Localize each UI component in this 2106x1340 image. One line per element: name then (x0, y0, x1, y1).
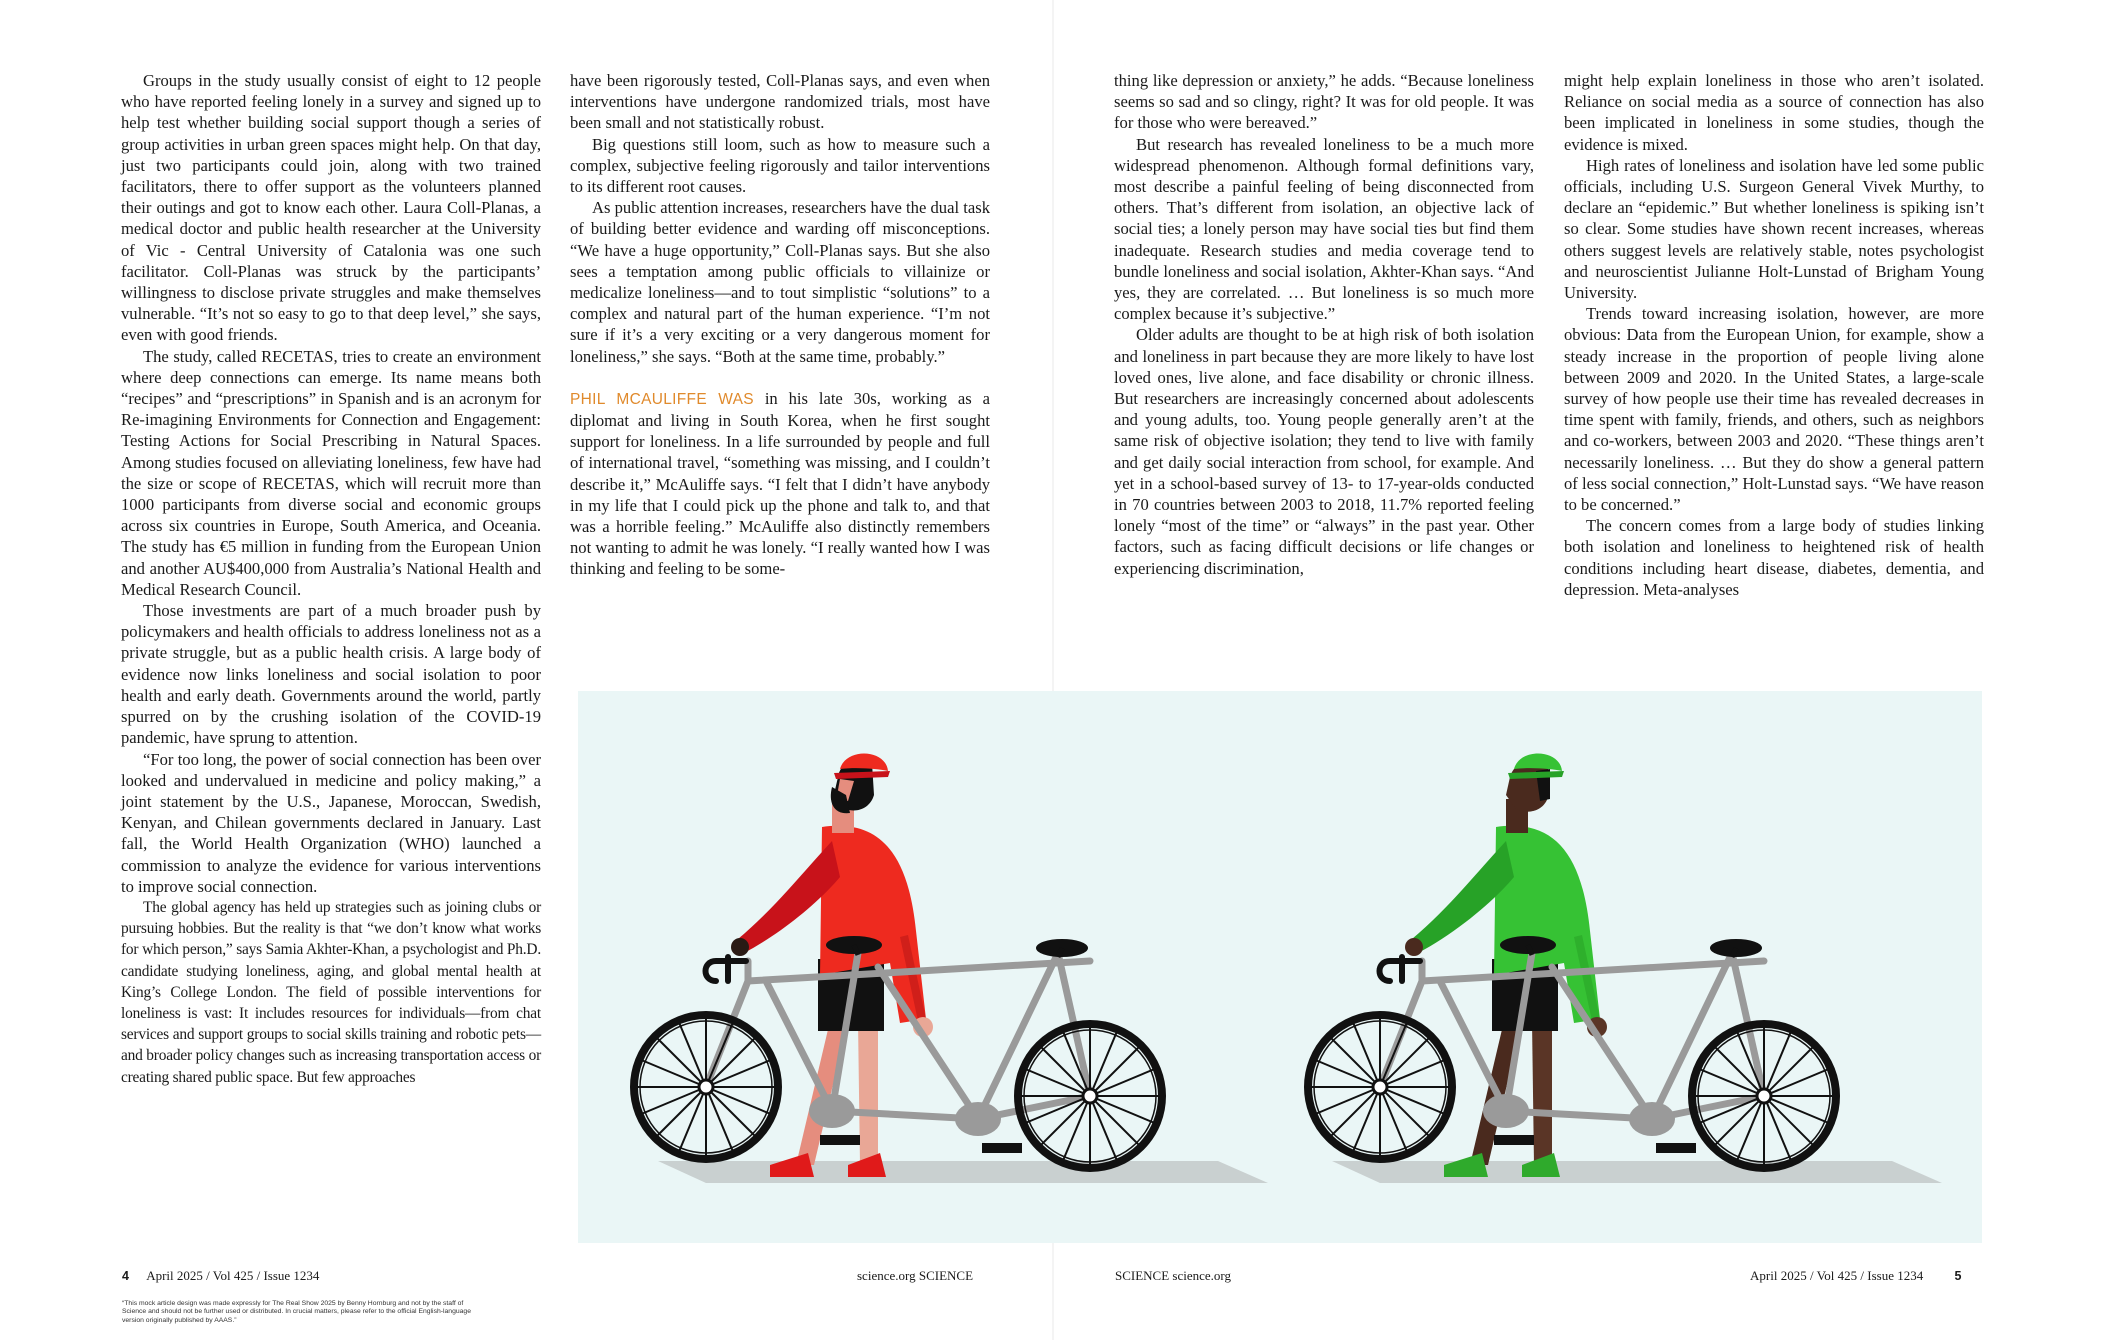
paragraph: Big questions still loom, such as how to measure such a complex, subjective feeling rigorously and tailor interventions to its different root causes. (570, 134, 990, 197)
illustration-svg (578, 691, 1982, 1243)
chainring-front (809, 1094, 855, 1128)
tandem-bicycle-illustration (578, 691, 1982, 1243)
paragraph: Trends toward increasing isolation, however, are more obvious: Data from the European Union, for example, show a steady increase in the proportion of people living alone between 2009 and 2020. In the United States, a large-scale survey of how people use their time has revealed decreases in time spent with family, friends, and others, such as neighbors and co-workers, between 2003 and 2020. “These things aren’t necessarily loneliness. … But they do show a general pattern of less social connection,” Holt-Lunstad says. “We have reason to be concerned.” (1564, 304, 1984, 515)
page-number-left: 4 (122, 1269, 129, 1283)
paragraph: High rates of loneliness and isolation have led some public officials, including U.S. Surgeon General Vivek Murthy, to declare an “epidemic.” But whether loneliness is spiking isn’t so clear. Some studies have shown recent increases, whereas others suggest levels are relatively stable, notes psychologist and neuroscientist Julianne Holt-Lunstad of Brigham Young University. (1564, 155, 1984, 303)
right-tandem-group (1308, 753, 1942, 1183)
paragraph: “For too long, the power of social connection has been over looked and undervalued in medicine and policy making,” a joint statement by the U.S., Japanese, Moroccan, Swedish, Kenyan, and Chilean governments declared in January. Last fall, the World Health Organization (WHO) launched a commission to analyze the evidence for various interventions to improve social connection. (121, 749, 541, 896)
issue-info-left: April 2025 / Vol 425 / Issue 1234 (146, 1268, 320, 1283)
paragraph: thing like depression or anxiety,” he adds. “Because loneliness seems so sad and so clingy, right? It was for old people. It was for those who were bereaved.” (1114, 71, 1534, 133)
column-4 (1564, 70, 1984, 600)
disclaimer: “This mock article design was made expressly for The Real Show 2025 by Benny Hornburg and not by the staff of Science and should not be further used or distributed. In crucial matters, please refer to the official English-language version originally published by AAAS.” (122, 1300, 471, 1324)
paragraph: The concern comes from a large body of studies linking both isolation and loneliness to heightened risk of health conditions including heart disease, diabetes, dementia, and depression. Meta-analyses (1564, 516, 1984, 599)
paragraph: Those investments are part of a much broader push by policymakers and health officials to address loneliness not as a private struggle, but as a public health crisis. A large body of evidence now links loneliness and social isolation to poor health and early death. Governments around the world, partly spurred on by the crushing isolation of the COVID-19 pandemic, have sprung to attention. (121, 601, 541, 748)
left-tandem-group (634, 753, 1268, 1183)
right-folio (1750, 1268, 1961, 1284)
paragraph: might help explain loneliness in those who aren’t isolated. Reliance on social media as a source of connection has also been implicated in loneliness in some studies, though the evidence is mixed. (1564, 71, 1984, 154)
paragraph: The study, called RECETAS, tries to create an environment where deep connections can emerge. Its name means both “recipes” and “prescriptions” in Spanish and is an acronym for Re-imagining Environments for Connection and Engagement: Testing Actions for Social Prescribing in Natural Spaces. Among studies focused on alleviating loneliness, few have had the size or scope of RECETAS, which will recruit more than 1000 participants from diverse social and economic groups across six countries in Europe, South America, and Oceania. The study has €5 million in funding from the European Union and another AU$400,000 from Australia’s National Health and Medical Research Council. (121, 346, 541, 599)
issue-info-right: April 2025 / Vol 425 / Issue 1234 (1750, 1268, 1924, 1283)
left-folio (122, 1268, 319, 1284)
pedal (1656, 1143, 1696, 1153)
paragraph: Groups in the study usually consist of eight to 12 people who have reported feeling lonely in a survey and signed up to help test whether building social support though a series of group activities in urban green spaces might help. On that day, just two participants could join, along with two trained facilitators, there to offer support as the volunteers planned their outings and got to know each other. Laura Coll-Planas, a medical doctor and public health researcher at the University of Vic - Central University of Catalonia was one such facilitator. Coll-Planas was struck by the participants’ willingness to disclose private struggles and make themselves vulnerable. “It’s not so easy to go to that deep level,” she says, even with good friends. (121, 71, 541, 345)
front-wheel (1308, 1015, 1452, 1159)
rear-wheel (1692, 1024, 1836, 1168)
pedal (1494, 1135, 1534, 1145)
handlebar (706, 957, 747, 981)
column-3 (1114, 70, 1534, 579)
pedal (820, 1135, 860, 1145)
paragraph: have been rigorously tested, Coll-Planas says, and even when interventions have undergone randomized trials, most have been small and not statistically robust. (570, 71, 990, 133)
handlebar (1380, 957, 1421, 981)
shoe (770, 1153, 814, 1177)
shoe (1444, 1153, 1488, 1177)
paragraph: As public attention increases, researchers have the dual task of building better evidence and warding off misconceptions. “We have a huge opportunity,” Coll-Planas says. But she also sees a temptation among public officials to villainize or medicalize loneliness—and to tout simplistic “solutions” to a complex and natural part of the human experience. “I’m not sure if it’s a very exciting or a very dangerous moment for loneliness,” she says. “Both at the same time, probably.” (570, 198, 990, 366)
chainring-rear (955, 1102, 1001, 1136)
paragraph: Older adults are thought to be at high risk of both isolation and loneliness in part because they are more likely to have lost loved ones, live alone, and face disability or chronic illness. But researchers are increasingly concerned about adolescents and young adults, too. Young people generally aren’t at the same risk of objective isolation; they tend to live with family and get daily social interaction from school, for example. And yet in a school-based survey of 13- to 17-year-olds conducted in 70 countries between 2003 to 2018, 11.7% reported feeling lonely “most of the time” or “always” in the past year. Other factors, such as facing difficult decisions or life changes or experiencing discrimination, (1114, 325, 1534, 578)
running-footer-left: science.org SCIENCE (857, 1268, 974, 1283)
column-1 (121, 70, 541, 1088)
paragraph: But research has revealed loneliness to be a much more widespread phenomenon. Although formal definitions vary, most describe a painful feeling of being disconnected from others. That’s different from isolation, an objective lack of social ties; a lonely person may have social ties but find them inadequate. Research studies and media coverage tend to bundle loneliness and social isolation, Akhter-Khan says. “And yes, they are correlated. … But loneliness is so much more complex because it’s subjective.” (1114, 134, 1534, 324)
chainring-rear (1629, 1102, 1675, 1136)
paragraph: The global agency has held up strategies such as joining clubs or pursuing hobbies. But the reality is that “we don’t know what works for which person,” says Samia Akhter-Khan, a psychologist and Ph.D. candidate studying loneliness, aging, and global mental health at King’s College London. The field of possible interventions for loneliness is vast: It includes resources for individuals—from chat services and support groups to social skills training and robotic pets—and broader policy changes such as increasing transportation access or creating shared public space. But few approaches (121, 898, 541, 1086)
section-lead-paragraph (570, 388, 990, 580)
column-2 (570, 70, 990, 580)
rear-wheel (1018, 1024, 1162, 1168)
section-lead-in: PHIL MCAULIFFE WAS (570, 390, 754, 408)
ground-shadow (1332, 1161, 1942, 1183)
front-wheel (634, 1015, 778, 1159)
page-number-right: 5 (1954, 1269, 1962, 1283)
paragraph-text: in his late 30s, working as a diplomat and living in South Korea, when he first sought support for loneliness. In a life surrounded by people and full of international travel, “something was missing, and I couldn’t describe it,” McAuliffe says. “I felt that I didn’t have anybody in my life that I could pick up the phone and talk to, and that was a horrible feeling.” McAuliffe also distinctly remembers not wanting to admit he was lonely. “I really wanted how I was thinking and feeling to be some- (570, 388, 990, 579)
running-footer-right: SCIENCE science.org (1115, 1268, 1232, 1283)
ground-shadow (658, 1161, 1268, 1183)
pedal (982, 1143, 1022, 1153)
chainring-front (1483, 1094, 1529, 1128)
